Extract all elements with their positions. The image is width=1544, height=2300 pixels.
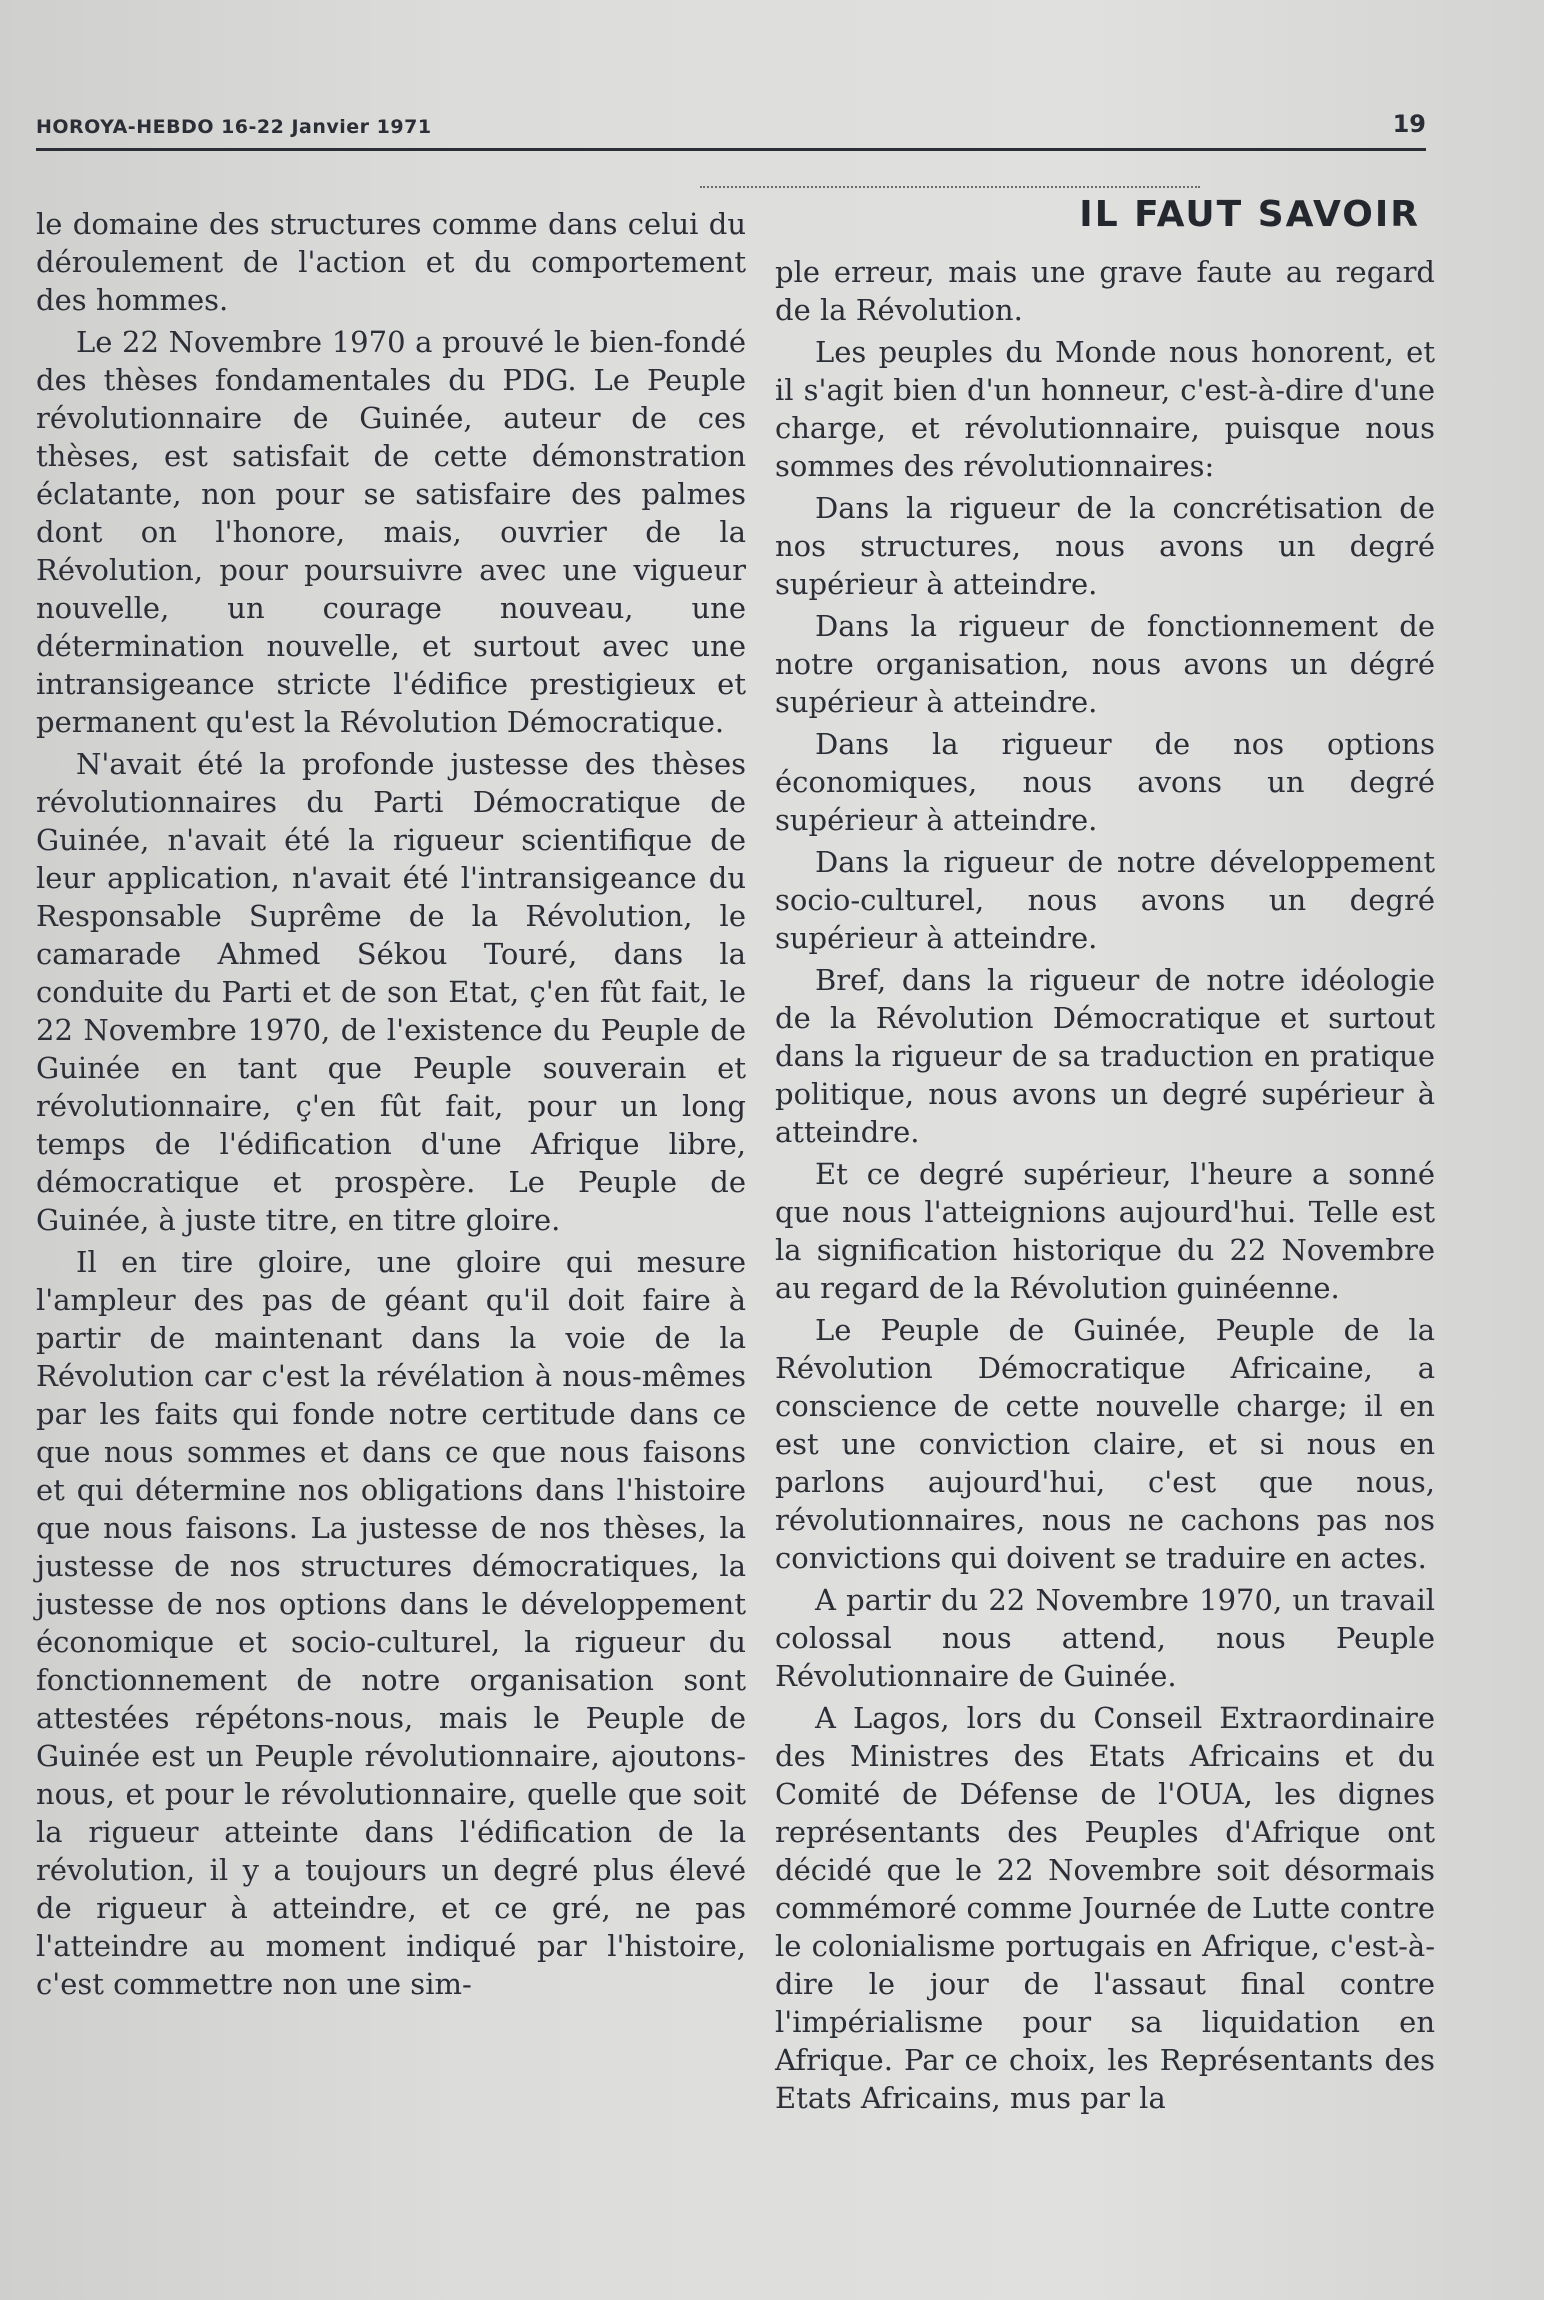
paragraph: Le Peuple de Guinée, Peuple de la Révolution Démocratique Africaine, a conscience de cette nouvelle charge; il en est une conviction claire, et si nous en parlons aujourd'hui, c'est que nous, révolutionnaires, nous ne cachons pas nos convictions qui doivent se traduire en actes.: [775, 1313, 1435, 1575]
right-column: [775, 253, 1435, 2121]
masthead: HOROYA-HEBDO 16-22 Janvier 1971: [36, 116, 432, 138]
paragraph: ple erreur, mais une grave faute au regard de la Révolution.: [775, 255, 1435, 327]
paragraph: Dans la rigueur de fonctionnement de notre organisation, nous avons un dégré supérieur à atteindre.: [775, 609, 1435, 719]
paragraph: Bref, dans la rigueur de notre idéologie de la Révolution Démocratique et surtout dans la rigueur de sa traduction en pratique politique, nous avons un degré supérieur à atteindre.: [775, 963, 1435, 1149]
paragraph: Le 22 Novembre 1970 a prouvé le bien-fondé des thèses fondamentales du PDG. Le Peuple révolutionnaire de Guinée, auteur de ces thèses, est satisfait de cette démonstration éclatante, non pour se satisfaire des palmes dont on l'honore, mais, ouvrier de la Révolution, pour poursuivre avec une vigueur nouvelle, un courage nouveau, une détermination nouvelle, et surtout avec une intransigeance stricte l'édifice prestigieux et permanent qu'est la Révolution Démocratique.: [36, 325, 746, 739]
paragraph: N'avait été la profonde justesse des thèses révolutionnaires du Parti Démocratique de Guinée, n'avait été la rigueur scientifique de leur application, n'avait été l'intransigeance du Responsable Suprême de la Révolution, le camarade Ahmed Sékou Touré, dans la conduite du Parti et de son Etat, ç'en fût fait, le 22 Novembre 1970, de l'existence du Peuple de Guinée en tant que Peuple souverain et révolutionnaire, ç'en fût fait, pour un long temps de l'édification d'une Afrique libre, démocratique et prospère. Le Peuple de Guinée, à juste titre, en titre gloire.: [36, 747, 746, 1237]
rubric-title: IL FAUT SAVOIR: [1079, 194, 1420, 235]
paragraph: A Lagos, lors du Conseil Extraordinaire des Ministres des Etats Africains et du Comité de Défense de l'OUA, les dignes représentants des Peuples d'Afrique ont décidé que le 22 Novembre soit désormais commémoré comme Journée de Lutte contre le colonialisme portugais en Afrique, c'est-à-dire le jour de l'assaut final contre l'impérialisme pour sa liquidation en Afrique. Par ce choix, les Représentants des Etats Africains, mus par la: [775, 1701, 1435, 2115]
paragraph: Dans la rigueur de nos options économiques, nous avons un degré supérieur à atteindre.: [775, 727, 1435, 837]
paragraph: Et ce degré supérieur, l'heure a sonné que nous l'atteignions aujourd'hui. Telle est la signification historique du 22 Novembre au regard de la Révolution guinéenne.: [775, 1157, 1435, 1305]
paragraph: Dans la rigueur de la concrétisation de nos structures, nous avons un degré supérieur à atteindre.: [775, 491, 1435, 601]
paragraph: Dans la rigueur de notre développement socio-culturel, nous avons un degré supérieur à atteindre.: [775, 845, 1435, 955]
page-number: 19: [1392, 110, 1426, 138]
paragraph: le domaine des structures comme dans celui du déroulement de l'action et du comportement des hommes.: [36, 207, 746, 317]
left-column: [36, 205, 746, 2007]
page-header: [36, 108, 1426, 151]
paragraph: A partir du 22 Novembre 1970, un travail colossal nous attend, nous Peuple Révolutionnaire de Guinée.: [775, 1583, 1435, 1693]
paragraph: Il en tire gloire, une gloire qui mesure l'ampleur des pas de géant qu'il doit faire à partir de maintenant dans la voie de la Révolution car c'est la révélation à nous-mêmes par les faits qui fonde notre certitude dans ce que nous sommes et dans ce que nous faisons et qui détermine nos obligations dans l'histoire que nous faisons. La justesse de nos thèses, la justesse de nos structures démocratiques, la justesse de nos options dans le développement économique et socio-culturel, la rigueur du fonctionnement de notre organisation sont attestées répétons-nous, mais le Peuple de Guinée est un Peuple révolutionnaire, ajoutons-nous, et pour le révolutionnaire, quelle que soit la rigueur atteinte dans l'édification de la révolution, il y a toujours un degré plus élevé de rigueur à atteindre, et ce gré, ne pas l'atteindre au moment indiqué par l'histoire, c'est commettre non une sim-: [36, 1245, 746, 2001]
paragraph: Les peuples du Monde nous honorent, et il s'agit bien d'un honneur, c'est-à-dire d'une charge, et révolutionnaire, puisque nous sommes des révolutionnaires:: [775, 335, 1435, 483]
rubric-divider: [700, 186, 1200, 188]
